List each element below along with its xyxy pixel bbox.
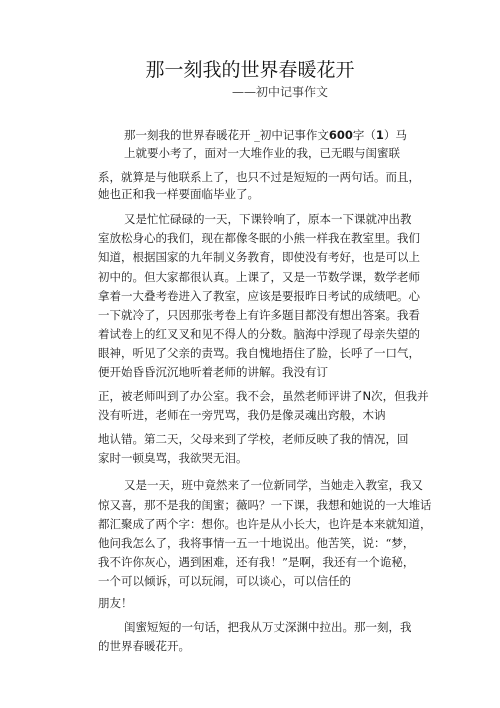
paragraph-line: 的世界春暖花开。 (98, 639, 190, 653)
paragraph-line: 知道，根据国家的九年制义务教育，即使没有考好，也是可以上 (98, 250, 420, 264)
paragraph-line: 我不许你灰心，遇到困难，还有我！”是啊，我还有一个诡秘， (98, 555, 415, 569)
paragraph-line: 便开始昏昏沉沉地听着老师的讲解。我没有订 (98, 365, 328, 379)
paragraph-line: 他问我怎么了，我将事情一五一十地说出。他苦笑，说：“梦， (98, 536, 415, 550)
paragraph-line: 上就要小考了，面对一大堆作业的我，已无暇与闺蜜联 (124, 146, 400, 160)
paragraph-line: 地认错。第二天，父母来到了学校，老师反映了我的情况，回 (98, 432, 409, 446)
paragraph-line-header: 那一刻我的世界春暖花开 _初中记事作文600字（1）马 (124, 128, 407, 142)
paragraph-line: 又是忙忙碌碌的一天，下课铃响了，原本一下课就冲出教 (124, 212, 412, 226)
paragraph-line: 她也正和我一样要面临毕业了。 (98, 187, 259, 201)
paragraph-line: 眼神，听见了父亲的责骂。我自愧地捂住了脸，长呼了一口气， (98, 346, 420, 360)
paragraph-line: 拿着一大叠考卷进入了教室，应该是要报昨日考试的成绩吧。心 (98, 289, 420, 303)
paragraph-line: 又是一天，班中竟然来了一位新同学，当她走入教室，我又 (124, 478, 423, 492)
paragraph-line: 没有听进，老师在一旁咒骂，我仍是像灵魂出窍般，木讷 (98, 408, 386, 422)
paragraph-line: 一下就冷了，只因那张考卷上有许多题目都没有想出答案。我看 (98, 308, 420, 322)
page-title: 那一刻我的世界春暖花开 (145, 59, 355, 81)
page-subtitle: ——初中记事作文 (232, 85, 329, 99)
paragraph-line: 正，被老师叫到了办公室。我不会，虽然老师评讲了N次，但我并 (98, 389, 429, 403)
paragraph-line: 朋友！ (98, 596, 133, 610)
paragraph-line: 室放松身心的我们，现在都像冬眠的小熊一样我在教室里。我们 (98, 231, 420, 245)
paragraph-line: 家时一顿臭骂，我欲哭无泪。 (98, 451, 248, 465)
paragraph-line: 都汇聚成了两个字：想你。也许是从小长大，也许是本来就知道， (98, 517, 432, 531)
paragraph-line: 系，就算是与他联系上了，也只不过是短短的一两句话。而且， (98, 170, 420, 184)
paragraph-line: 着试卷上的红叉叉和见不得人的分数。脑海中浮现了母亲失望的 (98, 327, 420, 341)
paragraph-line: 惊又喜，那不是我的闺蜜；薇吗？一下课，我想和她说的一大堆话 (98, 498, 432, 512)
paragraph-line: 闺蜜短短的一句话，把我从万丈深渊中拉出。那一刻，我 (124, 620, 412, 634)
paragraph-line: 初中的。但大家都很认真。上课了，又是一节数学课，数学老师 (98, 270, 420, 284)
paragraph-line: 一个可以倾诉，可以玩闹，可以谈心，可以信任的 (98, 574, 351, 588)
